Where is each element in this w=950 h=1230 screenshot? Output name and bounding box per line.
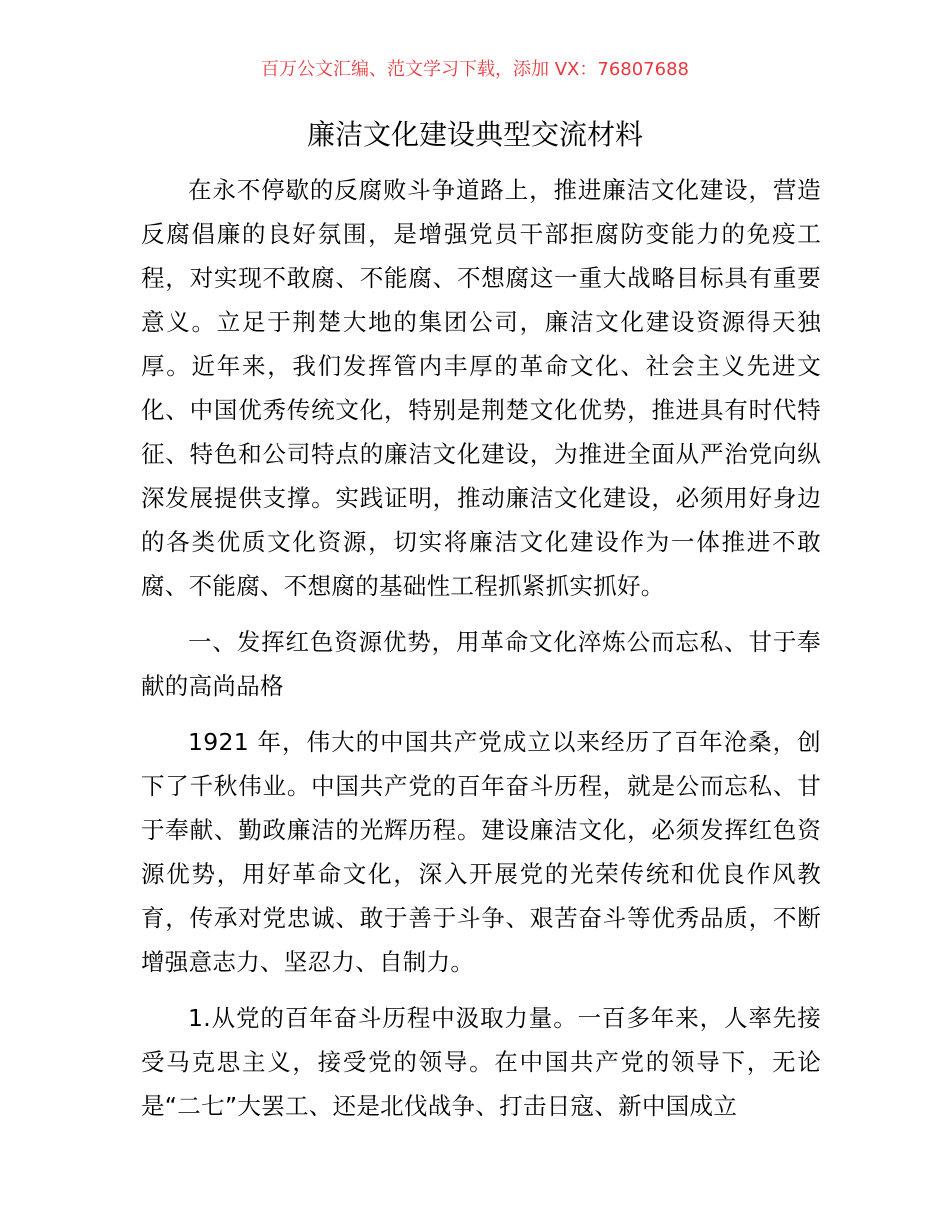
paragraph-section-1: 1921 年，伟大的中国共产党成立以来经历了百年沧桑，创下了千秋伟业。中国共产党的百年奋斗历程，就是公而忘私、甘于奉献、勤政廉洁的光辉历程。建设廉洁文化，必须发挥红色资源优势，用好革命文化，深入开展党的光荣传统和优良作风教育，传承对党忠诚、敢于善于斗争、艰苦奋斗等优秀品质，不断增强意志力、坚忍力、自制力。 — [141, 728, 821, 976]
document-body — [141, 168, 821, 1128]
document-title: 廉洁文化建设典型交流材料 — [306, 118, 643, 151]
paragraph-subsection-1: 1.从党的百年奋斗历程中汲取力量。一百多年来，人率先接受马克思主义，接受党的领导。在中国共产党的领导下，无论是“二七”大罢工、还是北伐战争、打击日寇、新中国成立 — [141, 1004, 821, 1120]
paragraph-intro: 在永不停歇的反腐败斗争道路上，推进廉洁文化建设，营造反腐倡廉的良好氛围，是增强党员干部拒腐防变能力的免疫工程，对实现不敢腐、不能腐、不想腐这一重大战略目标具有重要意义。立足于荆楚大地的集团公司，廉洁文化建设资源得天独厚。近年来，我们发挥管内丰厚的革命文化、社会主义先进文化、中国优秀传统文化，特别是荆楚文化优势，推进具有时代特征、特色和公司特点的廉洁文化建设，为推进全面从严治党向纵深发展提供支撑。实践证明，推动廉洁文化建设，必须用好身边的各类优质文化资源，切实将廉洁文化建设作为一体推进不敢腐、不能腐、不想腐的基础性工程抓紧抓实抓好。 — [141, 176, 821, 600]
header-notice: 百万公文汇编、范文学习下载，添加 VX：76807688 — [261, 59, 689, 80]
section-heading-1: 一、发挥红色资源优势，用革命文化淬炼公而忘私、甘于奉献的高尚品格 — [141, 628, 821, 700]
